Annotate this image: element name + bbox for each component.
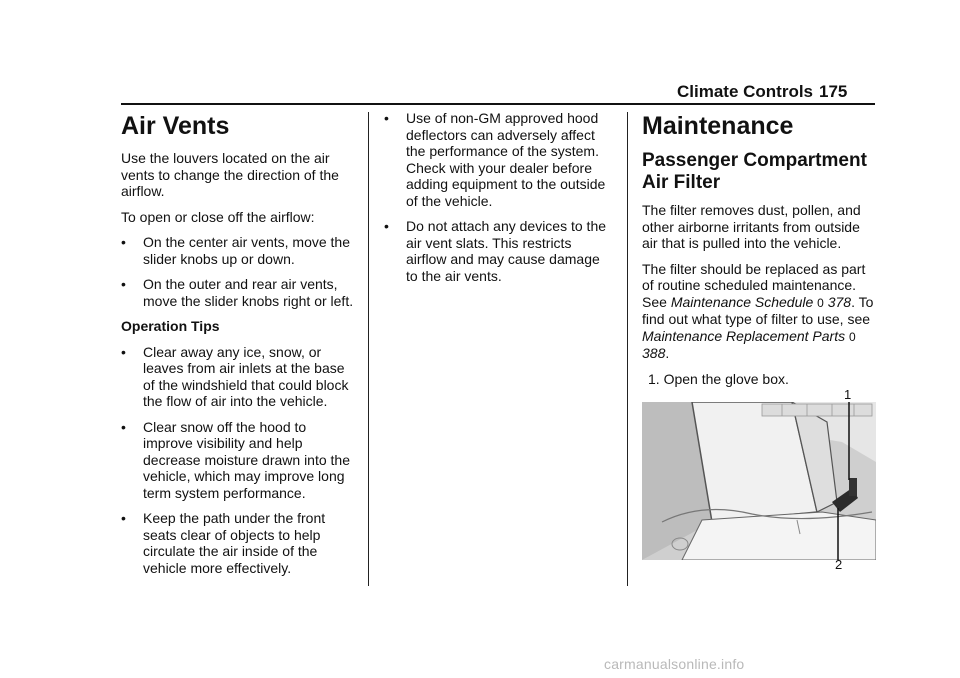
section-title: Climate Controls — [677, 82, 814, 101]
bullet-item — [384, 218, 614, 284]
column-divider — [627, 112, 628, 586]
header-rule — [121, 103, 875, 105]
bullet-text: Keep the path under the front seats clear of objects to help circulate the air inside of the vehicle more effectively. — [143, 510, 326, 576]
paragraph: To open or close off the airflow: — [121, 208, 315, 225]
bullet-text: Clear away any ice, snow, or leaves from air inlets at the base of the windshield that could block the flow of air into the vehicle. — [143, 343, 349, 409]
page-reference-icon: 0 — [817, 295, 824, 310]
bullet-glyph: • — [121, 343, 126, 360]
column-1 — [121, 110, 359, 585]
subheading-operation-tips: Operation Tips — [121, 318, 220, 334]
column-3 — [642, 110, 878, 399]
link-page-378[interactable]: 378 — [827, 293, 852, 310]
bullet-text: On the center air vents, move the slider knobs up or down. — [143, 234, 350, 267]
page-reference-icon: 0 — [849, 329, 856, 344]
bullet-glyph: • — [121, 276, 126, 292]
bullet-text: On the outer and rear air vents, move the slider knobs right or left. — [143, 276, 354, 309]
callout-label-1: 1 — [844, 387, 852, 402]
glove-box-illustration — [642, 402, 876, 560]
page-number: 175 — [819, 82, 848, 101]
step-text: Open the glove box. — [663, 370, 789, 387]
paragraph-text: . To find out what type of filter to use, see — [642, 293, 874, 327]
link-page-388[interactable]: 388 — [642, 345, 666, 361]
bullet-text: Use of non-GM approved hood deflectors can adversely affect the performance of the system. Check with your dealer before adding equipment to the outside of the vehicle. — [406, 110, 606, 209]
column-divider — [368, 112, 369, 586]
glove-box-figure — [642, 380, 878, 576]
paragraph-text: . — [665, 345, 670, 361]
bullet-glyph: • — [384, 110, 389, 126]
bullet-item — [121, 510, 359, 576]
subheading-air-filter: Passenger Compartment Air Filter — [642, 150, 867, 193]
column-2 — [384, 110, 614, 293]
paragraph: The filter removes dust, pollen, and other airborne irritants from outside air that is pulled into the vehicle. — [642, 202, 861, 251]
bullet-glyph: • — [384, 218, 389, 234]
paragraph-text: The filter should be replaced as part of routine scheduled maintenance. See — [642, 260, 866, 310]
bullet-item — [121, 276, 359, 309]
bullet-item — [121, 419, 359, 502]
step-number: 1. — [648, 370, 660, 387]
bullet-item — [384, 110, 614, 209]
link-maintenance-schedule[interactable]: Maintenance Schedule — [670, 293, 814, 310]
bullet-glyph: • — [121, 510, 126, 526]
section-heading-air-vents: Air Vents — [121, 112, 230, 140]
paragraph-with-references — [642, 261, 878, 362]
bullet-text: Do not attach any devices to the air vent slats. This restricts airflow and may cause damage to the air vents. — [406, 218, 607, 284]
watermark-text: carmanualsonline.info — [604, 656, 745, 672]
link-maintenance-replacement-parts[interactable]: Maintenance Replacement Parts — [642, 327, 846, 344]
callout-label-2: 2 — [835, 557, 843, 572]
bullet-glyph: • — [121, 418, 126, 435]
bullet-text: Clear snow off the hood to improve visibility and help decrease moisture drawn into the vehicle, which may improve long term system performance. — [143, 418, 350, 501]
bullet-item — [121, 344, 359, 410]
bullet-item — [121, 234, 359, 267]
bullet-glyph: • — [121, 234, 126, 250]
paragraph: Use the louvers located on the air vents to change the direction of the airflow. — [121, 150, 339, 199]
section-heading-maintenance: Maintenance — [642, 112, 794, 140]
